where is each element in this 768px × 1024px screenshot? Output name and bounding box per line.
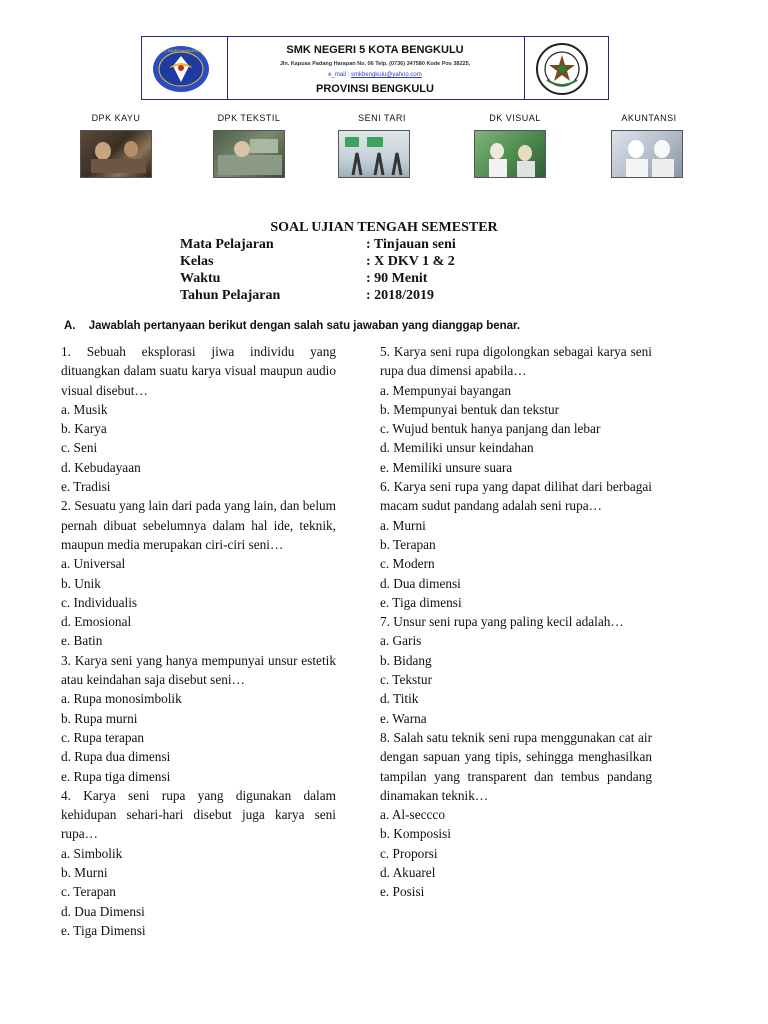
question-3: 3. Karya seni yang hanya mempunyai unsur estetik atau keindahan saja disebut seni… — [61, 652, 336, 688]
option-7a: a. Garis — [380, 633, 422, 649]
school-emblem-logo — [529, 42, 595, 96]
program-label-akuntansi: AKUNTANSI — [621, 113, 677, 123]
option-1a: a. Musik — [61, 401, 108, 417]
question-2: 2. Sesuatu yang lain dari pada yang lain, dan belum pernah dibuat sebelumnya dalam hal ide, teknik, maupun media merupakan ciri-ciri seni… — [61, 498, 336, 552]
school-address: Jln. Kapuas Padang Harapan No. 06 Telp. (0736) 347580 Kode Pos 38225, — [279, 61, 471, 67]
question-6: 6. Karya seni rupa yang dapat dilihat dari berbagai macam sudut pandang adalah seni rupa… — [380, 479, 652, 514]
letterhead-divider-right — [524, 37, 525, 99]
option-7b: b. Bidang — [380, 652, 432, 668]
photo-akuntansi — [611, 130, 683, 178]
photo-dpk-kayu — [80, 130, 152, 178]
photo-dpk-tekstil — [213, 130, 285, 178]
option-8a: a. Al-seccco — [380, 807, 445, 823]
question-7: 7. Unsur seni rupa yang paling kecil adalah… — [380, 614, 624, 630]
info-value-mata-pelajaran: : Tinjauan seni — [366, 237, 456, 252]
option-5d: d. Memiliki unsur keindahan — [380, 440, 534, 456]
option-8d: d. Akuarel — [380, 865, 436, 881]
province-name: PROVINSI BENGKULU — [316, 83, 434, 95]
instruction-marker: A. — [64, 320, 76, 332]
exam-title: SOAL UJIAN TENGAH SEMESTER — [270, 220, 498, 235]
option-4e: e. Tiga Dimensi — [61, 922, 146, 938]
option-8b: b. Komposisi — [380, 826, 451, 842]
option-2a: a. Universal — [61, 556, 126, 572]
option-8c: c. Proporsi — [380, 845, 438, 861]
option-2d: d. Emosional — [61, 614, 132, 630]
email-link[interactable]: smkbengkulu@yahoo.com — [350, 72, 422, 78]
info-value-kelas: : X DKV 1 & 2 — [366, 254, 455, 269]
questions-column-right — [380, 342, 652, 902]
option-3d: d. Rupa dua dimensi — [61, 749, 171, 765]
program-label-dpk-kayu: DPK KAYU — [91, 113, 141, 123]
program-label-dpk-tekstil: DPK TEKSTIL — [217, 113, 281, 123]
option-1e: e. Tradisi — [61, 479, 111, 495]
question-8: 8. Salah satu teknik seni rupa menggunakan cat air dengan sapuan yang tipis, sehingga menghasilkan tampilan yang transparent dan tembus pandang dinamakan teknik… — [380, 729, 652, 803]
option-2b: b. Unik — [61, 575, 101, 591]
option-2c: c. Individualis — [61, 594, 138, 610]
option-7d: d. Titik — [380, 691, 419, 707]
email-label: e_mail : — [328, 72, 350, 78]
option-2e: e. Batin — [61, 633, 103, 649]
option-3b: b. Rupa murni — [61, 710, 138, 726]
option-6e: e. Tiga dimensi — [380, 594, 462, 610]
option-1d: d. Kebudayaan — [61, 459, 141, 475]
school-email-line — [228, 72, 522, 78]
info-label-tahun-pelajaran: Tahun Pelajaran — [180, 288, 281, 303]
option-3c: c. Rupa terapan — [61, 729, 145, 745]
option-7e: e. Warna — [380, 710, 427, 726]
question-4: 4. Karya seni rupa yang digunakan dalam kehidupan sehari-hari disebut juga karya seni rupa… — [61, 787, 336, 842]
option-6b: b. Terapan — [380, 536, 436, 552]
option-4d: d. Dua Dimensi — [61, 903, 145, 919]
option-6c: c. Modern — [380, 556, 435, 572]
option-3a: a. Rupa monosimbolik — [61, 691, 182, 707]
questions-column-left — [61, 342, 336, 940]
option-3e: e. Rupa tiga dimensi — [61, 768, 171, 784]
program-label-dk-visual: DK VISUAL — [489, 113, 541, 123]
program-label-seni-tari: SENI TARI — [358, 113, 406, 123]
svg-text:TUT WURI HANDAYANI: TUT WURI HANDAYANI — [159, 48, 203, 53]
info-label-mata-pelajaran: Mata Pelajaran — [180, 237, 274, 252]
option-5b: b. Mempunyai bentuk dan tekstur — [380, 401, 560, 417]
option-4b: b. Murni — [61, 865, 108, 881]
option-6a: a. Murni — [380, 517, 426, 533]
option-1c: c. Seni — [61, 440, 98, 456]
school-name: SMK NEGERI 5 KOTA BENGKULU — [286, 44, 464, 56]
instruction-text: Jawablah pertanyaan berikut dengan salah satu jawaban yang dianggap benar. — [88, 320, 521, 332]
option-4a: a. Simbolik — [61, 845, 123, 861]
option-5e: e. Memiliki unsure suara — [380, 459, 513, 475]
option-5c: c. Wujud bentuk hanya panjang dan lebar — [380, 421, 601, 437]
photo-dk-visual — [474, 130, 546, 178]
option-1b: b. Karya — [61, 421, 107, 437]
info-value-waktu: : 90 Menit — [366, 271, 428, 286]
option-7c: c. Tekstur — [380, 672, 432, 688]
info-label-waktu: Waktu — [180, 271, 221, 286]
option-8e: e. Posisi — [380, 884, 425, 900]
option-4c: c. Terapan — [61, 884, 116, 900]
question-5: 5. Karya seni rupa digolongkan sebagai karya seni rupa dua dimensi apabila… — [380, 344, 652, 379]
question-1: 1. Sebuah eksplorasi jiwa individu yang dituangkan dalam suatu karya visual maupun audio visual disebut… — [61, 344, 336, 398]
instruction — [64, 320, 520, 332]
option-5a: a. Mempunyai bayangan — [380, 382, 512, 398]
photo-seni-tari — [338, 130, 410, 178]
option-6d: d. Dua dimensi — [380, 575, 461, 591]
info-value-tahun-pelajaran: : 2018/2019 — [366, 288, 435, 303]
info-label-kelas: Kelas — [180, 254, 214, 269]
tut-wuri-handayani-logo — [151, 44, 211, 94]
